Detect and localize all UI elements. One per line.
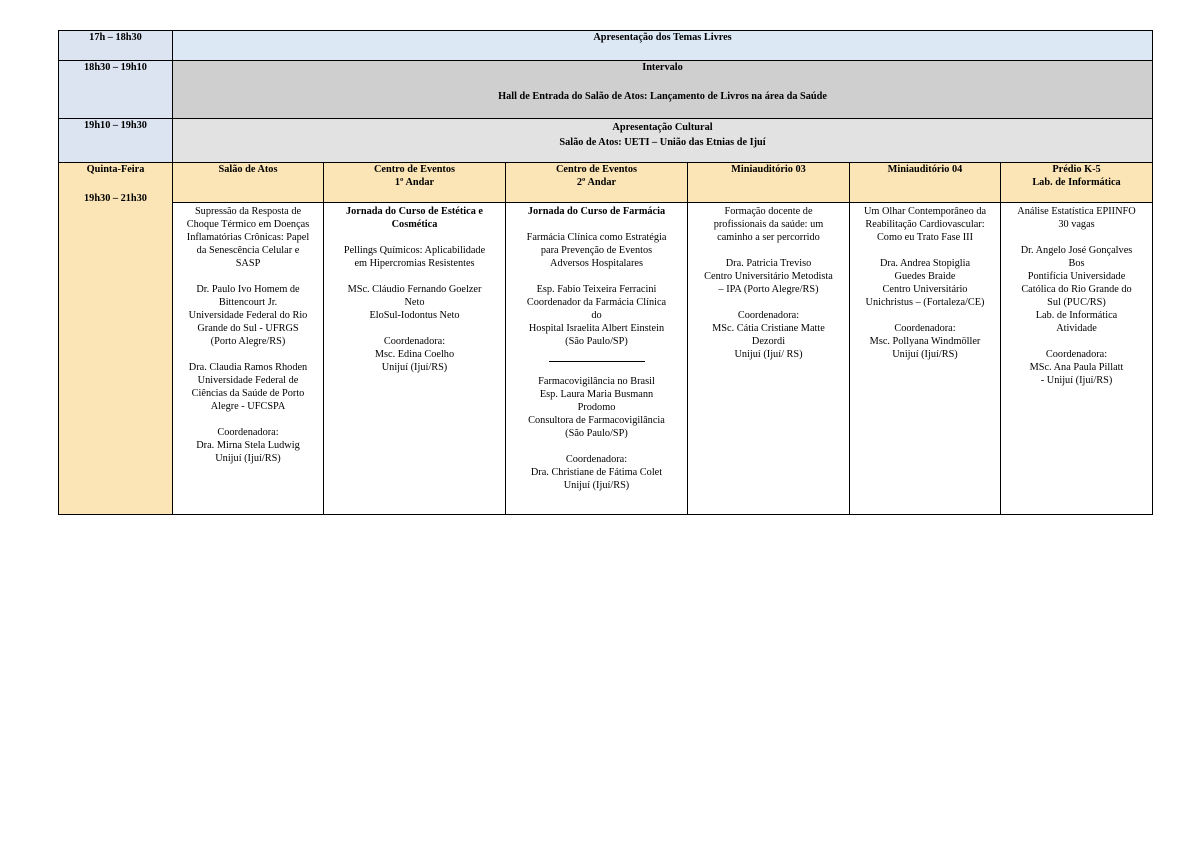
speaker-info: Dra. Andrea Stopiglia Guedes Braide Centro Universitário Unichristus – (Fortaleza/CE) (865, 258, 985, 308)
speaker-info: MSc. Cláudio Fernando Goelzer Neto EloSul-Iodontus Neto (347, 284, 482, 321)
coordinator-info: Coordenadora: MSc. Cátia Cristiane Matte Dezordi Unijuí (Ijuí/ RS) (712, 310, 825, 360)
session-cell-centro-eventos-2 (506, 203, 688, 515)
column-header-centro-eventos-2: Centro de Eventos 2º Andar (506, 163, 688, 203)
event-cell (173, 119, 1153, 163)
day-name: Quinta-Feira (86, 164, 145, 175)
speaker-info: Dra. Patricia Treviso Centro Universitário Metodista – IPA (Porto Alegre/RS) (704, 258, 833, 295)
speaker-info: Dr. Angelo José Gonçalves Bos Pontifícia Universidade Católica do Rio Grande do Sul (PUC/RS) Lab. de Informática Atividade (1020, 245, 1133, 334)
session-cell-salao-de-atos (173, 203, 324, 515)
column-header-predio-k5: Prédio K-5 Lab. de Informática (1001, 163, 1153, 203)
session-title: Farmacovigilância no Brasil Esp. Laura Maria Busmann Prodomo Consultora de Farmacovigilância (São Paulo/SP) (528, 376, 665, 439)
schedule-table (58, 30, 1153, 515)
schedule-row-temas-livres (59, 31, 1153, 61)
day-time: 19h30 – 21h30 (84, 193, 147, 204)
session-title: Análise Estatística EPIINFO 30 vagas (1017, 206, 1136, 230)
coordinator-info: Coordenadora: MSc. Ana Paula Pillatt - Unijuí (Ijuí/RS) (1029, 349, 1124, 386)
schedule-row-intervalo (59, 61, 1153, 119)
speaker-info: Dr. Paulo Ivo Homem de Bittencourt Jr. Universidade Federal do Rio Grande do Sul - UFRGS (Porto Alegre/RS) (188, 284, 308, 347)
session-cell-miniauditorio-03 (688, 203, 850, 515)
event-title: Apresentação Cultural (612, 122, 713, 133)
coordinator-info: Coordenadora: Msc. Pollyana Windmöller Unijuí (Ijuí/RS) (869, 323, 981, 360)
coordinator-info: Coordenadora: Msc. Edina Coelho Unijuí (Ijuí/RS) (374, 336, 455, 373)
column-header-centro-eventos-1: Centro de Eventos 1º Andar (324, 163, 506, 203)
session-title: Supressão da Resposta de Choque Térmico em Doenças Inflamatórias Crônicas: Papel da Senescência Celular e SASP (186, 206, 310, 269)
column-header-miniauditorio-04: Miniauditório 04 (850, 163, 1001, 203)
session-cell-miniauditorio-04 (850, 203, 1001, 515)
time-cell: 17h – 18h30 (59, 31, 173, 61)
session-title: Farmácia Clínica como Estratégia para Prevenção de Eventos Adversos Hospitalares (526, 232, 667, 269)
event-title: Apresentação dos Temas Livres (173, 31, 1153, 61)
speaker-info: Esp. Fabio Teixeira Ferracini Coordenador da Farmácia Clínica do Hospital Israelita Albert Einstein (São Paulo/SP) (526, 284, 667, 347)
session-heading: Jornada do Curso de Farmácia (527, 206, 666, 217)
speaker-info: Dra. Claudia Ramos Rhoden Universidade Federal de Ciências da Saúde de Porto Alegre - UFCSPA (188, 362, 308, 412)
coordinator-info: Coordenadora: Dra. Christiane de Fátima Colet Unijuí (Ijuí/RS) (530, 454, 663, 491)
event-subtitle: Hall de Entrada do Salão de Atos: Lançamento de Livros na área da Saúde (498, 91, 827, 102)
coordinator-info: Coordenadora: Dra. Mirna Stela Ludwig Unijuí (Ijuí/RS) (196, 427, 300, 464)
time-cell: 18h30 – 19h10 (59, 61, 173, 119)
event-cell (173, 61, 1153, 119)
schedule-row-apresentacao-cultural (59, 119, 1153, 163)
session-title: Um Olhar Contemporâneo da Reabilitação Cardiovascular: Como eu Trato Fase III (863, 206, 987, 243)
session-heading: Jornada do Curso de Estética e Cosmética (345, 206, 483, 230)
column-header-miniauditorio-03: Miniauditório 03 (688, 163, 850, 203)
event-subtitle: Salão de Atos: UETI – União das Etnias de Ijuí (559, 137, 766, 148)
session-row (59, 203, 1153, 515)
day-cell (59, 163, 173, 515)
event-title: Intervalo (642, 62, 683, 73)
time-cell: 19h10 – 19h30 (59, 119, 173, 163)
separator-line (549, 361, 645, 362)
session-cell-centro-eventos-1 (324, 203, 506, 515)
column-header-salao-de-atos: Salão de Atos (173, 163, 324, 203)
column-header-row (59, 163, 1153, 203)
session-title: Pellings Químicos: Aplicabilidade em Hipercromias Resistentes (343, 245, 486, 269)
session-cell-predio-k5 (1001, 203, 1153, 515)
session-title: Formação docente de profissionais da saúde: um caminho a ser percorrido (713, 206, 824, 243)
